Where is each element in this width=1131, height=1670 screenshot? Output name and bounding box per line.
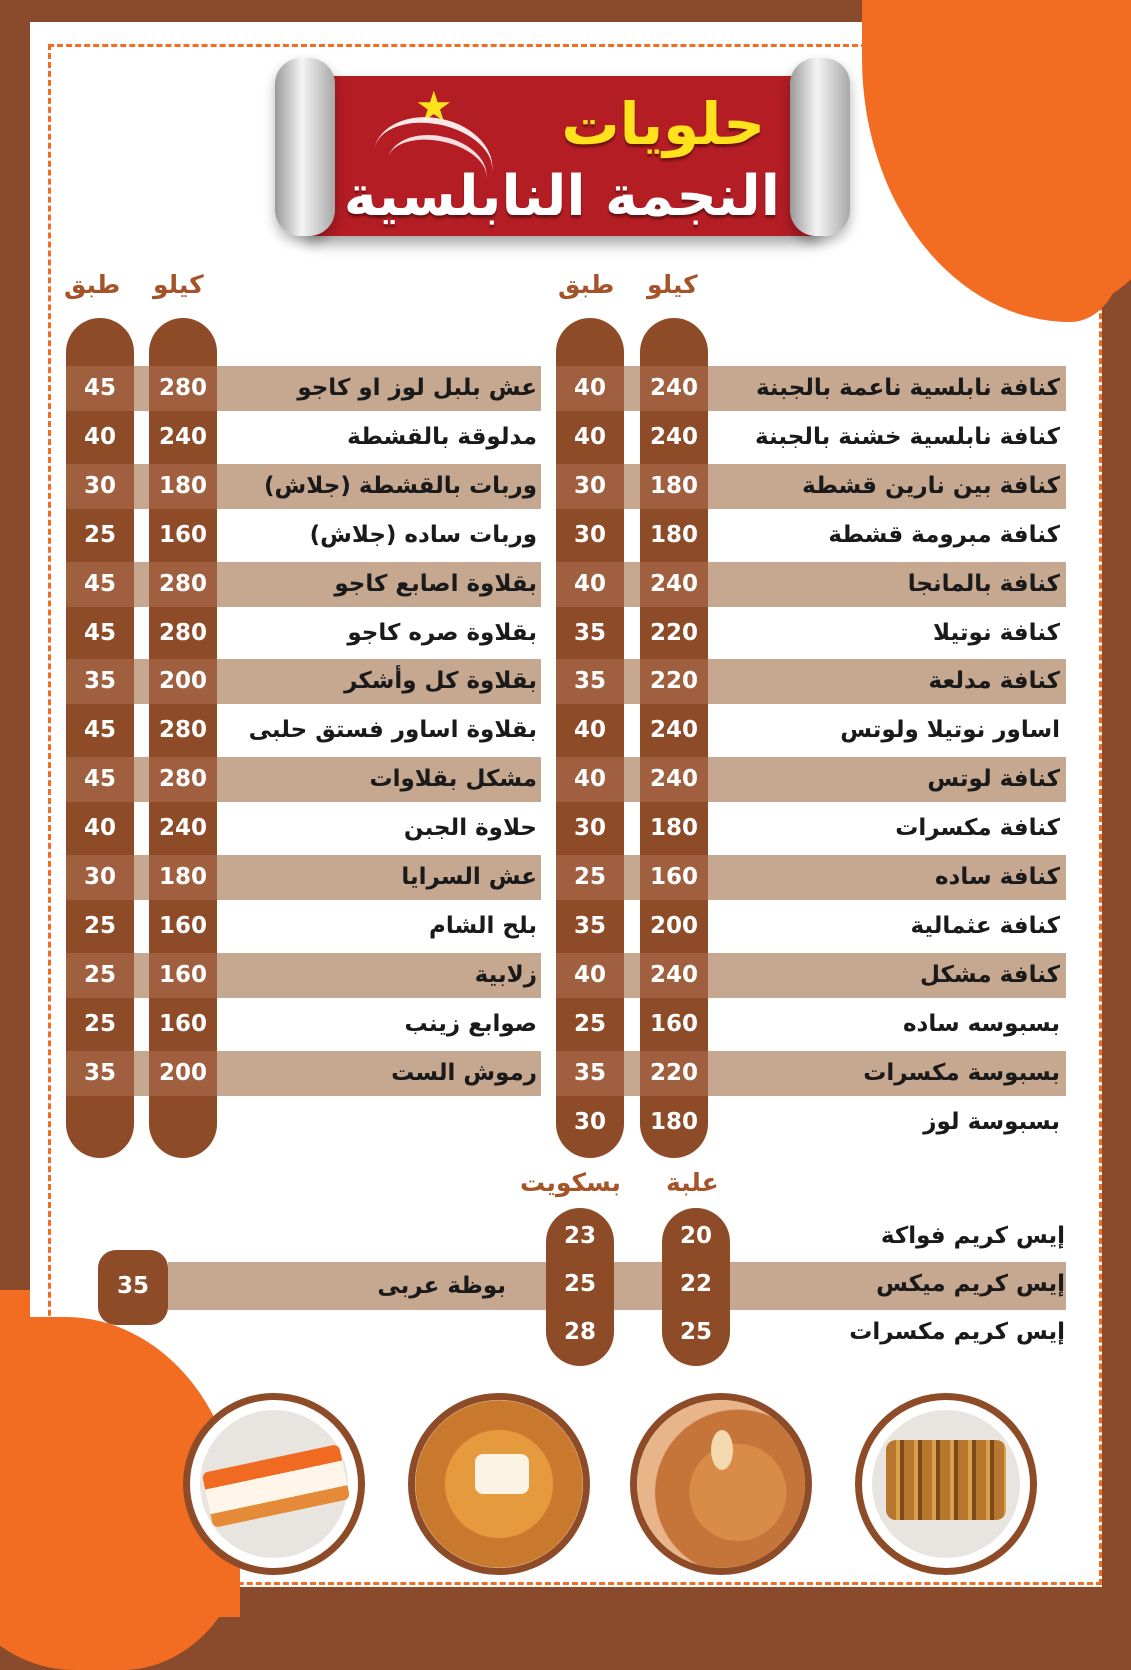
left-row <box>217 855 537 900</box>
right-row <box>708 659 1060 704</box>
left-price-kilo: 280 <box>149 757 217 802</box>
left-price-cell <box>149 415 217 460</box>
right-price-cell <box>640 904 708 949</box>
left-price-cell <box>66 953 134 998</box>
right-price-tabaq: 30 <box>573 815 606 842</box>
right-price-tabaq: 35 <box>573 912 606 939</box>
right-price-cell <box>556 953 624 998</box>
left-item-name: بلح الشام <box>428 912 537 939</box>
photo-kunafa-cream <box>408 1393 590 1575</box>
right-price-tabaq: 40 <box>556 953 624 998</box>
left-price-cell <box>66 757 134 802</box>
right-item-name: كنافة بين نارين قشطة <box>802 472 1060 499</box>
left-price-cell <box>149 757 217 802</box>
left-price-cell <box>149 659 217 704</box>
left-price-cell <box>149 953 217 998</box>
icecream-price-biscuit: 28 <box>563 1319 596 1345</box>
right-price-cell <box>556 415 624 460</box>
right-price-tabaq: 40 <box>573 423 606 450</box>
left-price-cell <box>66 708 134 753</box>
right-price-cell <box>640 1051 708 1096</box>
right-price-tabaq: 35 <box>556 659 624 704</box>
icecream-price-cell <box>662 1262 730 1307</box>
right-row <box>708 611 1060 656</box>
left-price-kilo: 160 <box>158 1010 207 1037</box>
right-price-cell <box>556 366 624 411</box>
right-price-cell <box>556 659 624 704</box>
left-price-cell <box>149 513 217 558</box>
right-row <box>708 904 1060 949</box>
left-row <box>217 708 537 753</box>
left-price-cell <box>149 611 217 656</box>
shop-title-line2: النجمة النابلسية <box>343 164 780 229</box>
right-row <box>708 1100 1060 1145</box>
left-row <box>217 659 537 704</box>
right-row <box>708 1051 1060 1096</box>
left-price-kilo: 240 <box>158 423 207 450</box>
right-price-tabaq: 40 <box>556 366 624 411</box>
left-price-kilo: 240 <box>158 815 207 842</box>
photo-basbousa <box>630 1393 812 1575</box>
right-item-name: كنافة نوتيلا <box>933 619 1060 646</box>
left-row <box>217 513 537 558</box>
left-row <box>217 415 537 460</box>
left-price-cell <box>149 562 217 607</box>
right-row <box>708 366 1060 411</box>
right-price-cell <box>556 1051 624 1096</box>
right-row <box>708 855 1060 900</box>
right-price-cell <box>556 757 624 802</box>
left-item-name: عش السرايا <box>401 864 537 890</box>
right-price-cell <box>640 513 708 558</box>
left-item-name: وربات ساده (جلاش) <box>309 521 537 548</box>
left-item-name: بقلاوة صره كاجو <box>347 619 537 646</box>
right-price-cell <box>556 562 624 607</box>
left-price-tabaq: 40 <box>83 423 116 450</box>
left-price-tabaq: 30 <box>66 464 134 509</box>
left-price-kilo: 160 <box>158 521 207 548</box>
right-price-tabaq: 30 <box>556 464 624 509</box>
right-row <box>708 708 1060 753</box>
left-price-kilo: 280 <box>158 717 207 744</box>
right-item-name: كنافة مكسرات <box>895 815 1060 842</box>
icecream-price-olba: 20 <box>679 1223 712 1249</box>
icecream-price-olba: 22 <box>679 1271 712 1297</box>
booza-price: 35 <box>116 1273 149 1299</box>
icecream-price-cell <box>662 1214 730 1259</box>
left-price-tabaq: 45 <box>66 366 134 411</box>
almond-icon <box>711 1430 733 1470</box>
right-price-kilo: 240 <box>640 757 708 802</box>
left-price-tabaq: 25 <box>83 1010 116 1037</box>
left-price-kilo: 160 <box>158 912 207 939</box>
header-icecream-biscuit: بسكويت <box>520 1168 621 1197</box>
right-price-kilo: 240 <box>640 366 708 411</box>
left-price-cell <box>149 1051 217 1096</box>
right-price-tabaq: 40 <box>556 562 624 607</box>
left-item-name: رموش الست <box>391 1059 537 1086</box>
right-price-kilo: 160 <box>640 855 708 900</box>
scroll-roll-right <box>790 58 850 236</box>
left-item-name: بقلاوة كل وأشكر <box>344 668 537 695</box>
right-row <box>708 415 1060 460</box>
right-item-name: كنافة مبرومة قشطة <box>828 521 1060 548</box>
right-row <box>708 953 1060 998</box>
right-item-name: اساور نوتيلا ولوتس <box>840 717 1060 744</box>
left-price-cell <box>149 904 217 949</box>
right-price-kilo: 240 <box>649 423 698 450</box>
baklava-image <box>886 1440 1006 1520</box>
left-price-cell <box>149 855 217 900</box>
left-price-tabaq: 25 <box>83 521 116 548</box>
basbousa-image <box>637 1400 805 1568</box>
left-price-tabaq: 25 <box>83 912 116 939</box>
left-price-kilo: 200 <box>149 1051 217 1096</box>
left-price-cell <box>66 415 134 460</box>
scroll-roll-left <box>275 58 335 236</box>
right-price-kilo: 240 <box>640 953 708 998</box>
cream-icon <box>475 1454 529 1494</box>
icecream-price-olba: 25 <box>679 1319 712 1345</box>
right-price-cell <box>556 904 624 949</box>
left-item-name: عش بلبل لوز او كاجو <box>297 375 537 401</box>
icecream-price-cell <box>546 1262 614 1307</box>
left-row <box>217 366 537 411</box>
icecream-row <box>730 1262 1065 1307</box>
title-banner <box>275 58 850 248</box>
icecream-price-cell <box>546 1310 614 1355</box>
right-price-cell <box>640 562 708 607</box>
right-price-cell <box>640 415 708 460</box>
right-price-tabaq: 35 <box>573 619 606 646</box>
right-price-kilo: 200 <box>649 912 698 939</box>
right-price-cell <box>640 855 708 900</box>
icecream-price-cell <box>662 1310 730 1355</box>
icecream-item-name: إيس كريم فواكة <box>880 1223 1065 1249</box>
right-item-name: كنافة ساده <box>934 864 1060 890</box>
left-row <box>217 1051 537 1096</box>
right-item-name: كنافة بالمانجا <box>907 570 1060 597</box>
icecream-item-name: إيس كريم ميكس <box>876 1271 1065 1297</box>
right-item-name: كنافة نابلسية خشنة بالجبنة <box>755 423 1060 450</box>
booza-name: بوظة عربى <box>377 1273 506 1299</box>
right-item-name: كنافة لوتس <box>927 766 1060 793</box>
right-price-cell <box>640 611 708 656</box>
left-price-tabaq: 40 <box>83 815 116 842</box>
header-icecream-olba: علبة <box>666 1168 719 1197</box>
left-item-name: مشكل بقلاوات <box>369 766 537 793</box>
right-price-cell <box>640 1100 708 1145</box>
right-price-tabaq: 40 <box>556 757 624 802</box>
header-left-tabaq: طبق <box>64 270 121 299</box>
right-price-kilo: 220 <box>640 1051 708 1096</box>
left-price-cell <box>66 1002 134 1047</box>
icecream-row <box>730 1214 1065 1259</box>
shop-title-line1: حلويات <box>561 90 765 158</box>
left-price-tabaq: 45 <box>83 717 116 744</box>
icecream-item-name: إيس كريم مكسرات <box>849 1319 1065 1345</box>
right-price-cell <box>640 464 708 509</box>
left-price-tabaq: 45 <box>66 757 134 802</box>
right-price-kilo: 180 <box>649 1108 698 1135</box>
right-price-cell <box>556 513 624 558</box>
right-price-cell <box>556 708 624 753</box>
photo-kunafa-cheese <box>183 1393 365 1575</box>
left-item-name: زلابية <box>474 961 537 988</box>
left-price-cell <box>66 562 134 607</box>
right-item-name: بسبوسه ساده <box>902 1010 1060 1037</box>
header-right-tabaq: طبق <box>558 270 615 299</box>
right-price-cell <box>640 366 708 411</box>
right-price-cell <box>556 806 624 851</box>
left-price-cell <box>66 659 134 704</box>
left-price-kilo: 180 <box>149 855 217 900</box>
icecream-price-cell <box>546 1214 614 1259</box>
right-price-tabaq: 40 <box>573 717 606 744</box>
left-item-name: وربات بالقشطة (جلاش) <box>264 472 537 499</box>
photo-baklava <box>855 1393 1037 1575</box>
left-price-cell <box>66 611 134 656</box>
right-item-name: بسبوسة مكسرات <box>863 1059 1060 1086</box>
right-price-tabaq: 25 <box>556 855 624 900</box>
left-row <box>217 1002 537 1047</box>
left-price-cell <box>66 513 134 558</box>
left-price-cell <box>66 464 134 509</box>
left-price-cell <box>66 904 134 949</box>
icecream-price-biscuit: 25 <box>563 1271 596 1297</box>
right-row <box>708 806 1060 851</box>
left-price-cell <box>149 708 217 753</box>
right-price-kilo: 240 <box>640 562 708 607</box>
left-price-kilo: 280 <box>149 366 217 411</box>
decor-blob-inner-top-right <box>862 0 1122 322</box>
right-price-tabaq: 30 <box>573 521 606 548</box>
right-price-kilo: 160 <box>649 1010 698 1037</box>
left-row <box>217 953 537 998</box>
right-row <box>708 562 1060 607</box>
right-price-kilo: 220 <box>649 619 698 646</box>
left-price-tabaq: 45 <box>66 562 134 607</box>
icecream-row <box>730 1310 1065 1355</box>
left-price-tabaq: 30 <box>66 855 134 900</box>
left-row <box>217 806 537 851</box>
right-price-cell <box>556 1100 624 1145</box>
right-item-name: كنافة مدلعة <box>928 668 1060 695</box>
left-price-cell <box>149 1002 217 1047</box>
right-item-name: كنافة نابلسية ناعمة بالجبنة <box>755 375 1060 401</box>
left-item-name: مدلوقة بالقشطة <box>347 423 537 450</box>
right-price-cell <box>640 708 708 753</box>
left-price-tabaq: 25 <box>66 953 134 998</box>
left-price-cell <box>149 806 217 851</box>
banner-ribbon <box>305 76 820 236</box>
right-price-cell <box>556 611 624 656</box>
header-left-kilo: كيلو <box>153 270 204 299</box>
right-row <box>708 513 1060 558</box>
left-price-cell <box>66 855 134 900</box>
right-price-cell <box>640 953 708 998</box>
right-price-cell <box>556 464 624 509</box>
right-row <box>708 464 1060 509</box>
right-price-tabaq: 35 <box>556 1051 624 1096</box>
left-row <box>217 464 537 509</box>
icecream-price-biscuit: 23 <box>563 1223 596 1249</box>
left-row <box>217 562 537 607</box>
right-price-cell <box>640 806 708 851</box>
right-price-cell <box>640 757 708 802</box>
left-price-cell <box>66 1051 134 1096</box>
left-row <box>217 757 537 802</box>
right-price-cell <box>640 659 708 704</box>
right-price-cell <box>640 1002 708 1047</box>
left-price-tabaq: 45 <box>83 619 116 646</box>
right-price-tabaq: 25 <box>573 1010 606 1037</box>
right-price-cell <box>556 855 624 900</box>
right-price-kilo: 180 <box>649 815 698 842</box>
left-item-name: حلاوة الجبن <box>403 815 537 842</box>
left-price-kilo: 180 <box>149 464 217 509</box>
left-price-kilo: 280 <box>149 562 217 607</box>
left-price-tabaq: 35 <box>66 659 134 704</box>
right-price-kilo: 180 <box>640 464 708 509</box>
right-row <box>708 1002 1060 1047</box>
right-item-name: كنافة مشكل <box>920 961 1060 988</box>
right-row <box>708 757 1060 802</box>
left-item-name: بقلاوة اصابع كاجو <box>334 570 537 597</box>
booza-price-cell <box>98 1262 168 1310</box>
right-price-tabaq: 30 <box>573 1108 606 1135</box>
right-item-name: كنافة عثمالية <box>910 912 1060 939</box>
right-item-name: بسبوسة لوز <box>923 1108 1060 1135</box>
right-price-kilo: 180 <box>649 521 698 548</box>
booza-row <box>168 1262 544 1310</box>
left-price-cell <box>66 806 134 851</box>
left-price-kilo: 200 <box>149 659 217 704</box>
left-price-cell <box>149 366 217 411</box>
left-price-kilo: 280 <box>158 619 207 646</box>
right-price-kilo: 220 <box>640 659 708 704</box>
left-price-tabaq: 35 <box>66 1051 134 1096</box>
left-row <box>217 611 537 656</box>
left-item-name: صوابع زينب <box>404 1010 537 1037</box>
left-price-kilo: 160 <box>149 953 217 998</box>
left-item-name: بقلاوة اساور فستق حلبى <box>248 717 537 744</box>
left-price-cell <box>66 366 134 411</box>
header-right-kilo: كيلو <box>647 270 698 299</box>
star-icon: ★ <box>415 82 453 131</box>
right-price-kilo: 240 <box>649 717 698 744</box>
left-price-cell <box>149 464 217 509</box>
left-row <box>217 904 537 949</box>
right-price-cell <box>556 1002 624 1047</box>
